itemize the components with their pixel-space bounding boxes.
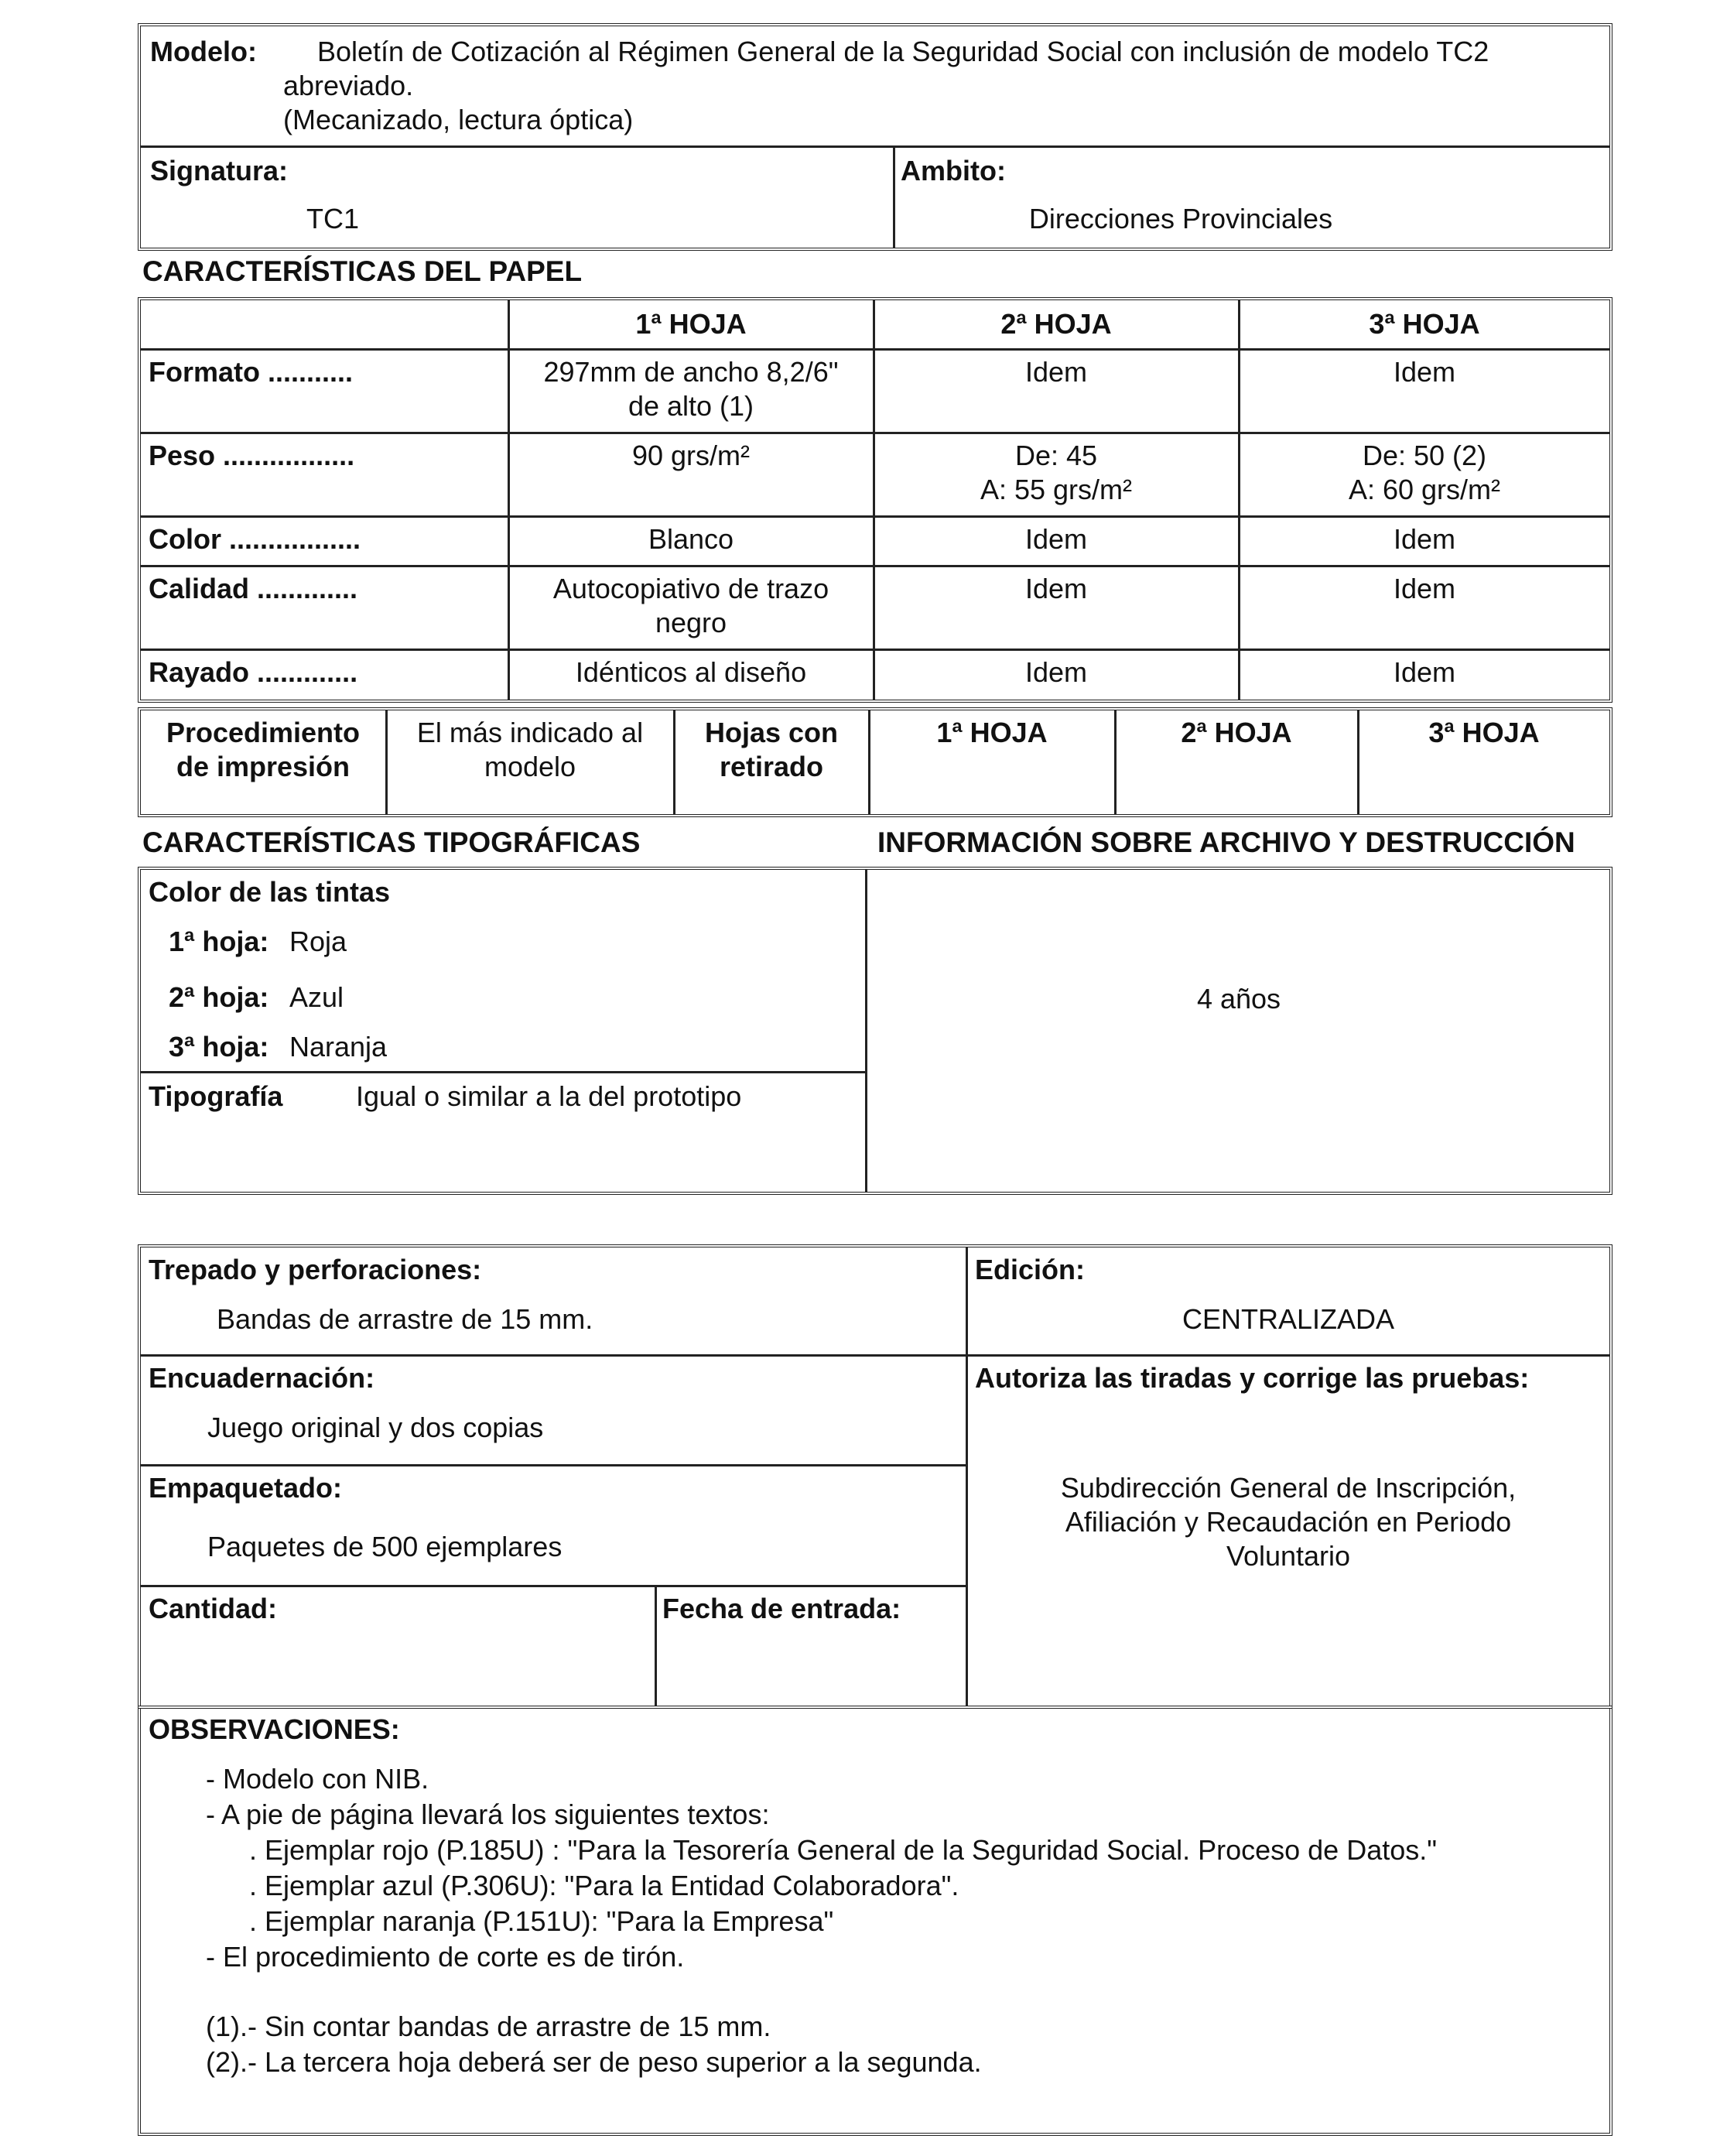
row-calidad-hoja2: Idem [1024, 573, 1088, 604]
trepado-value: Bandas de arrastre de 15 mm. [217, 1303, 593, 1335]
modelo-line-1: Boletín de Cotización al Régimen General de la Seguridad Social con inclusión de modelo TC2 [317, 36, 1489, 67]
row-formato-hoja2: Idem [1024, 356, 1088, 388]
row-calidad-hoja1-b: negro [655, 607, 727, 638]
row-rayado-hoja2: Idem [1024, 656, 1088, 688]
encuadernacion-value: Juego original y dos copias [207, 1412, 544, 1443]
edicion-label: Edición: [975, 1254, 1085, 1285]
papel-section-title: CARACTERÍSTICAS DEL PAPEL [142, 255, 583, 287]
row-calidad-hoja3: Idem [1393, 573, 1456, 604]
row-color-hoja2: Idem [1024, 523, 1088, 555]
autoriza-line-1: Subdirección General de Inscripción, [1060, 1472, 1517, 1504]
encuadernacion-label: Encuadernación: [149, 1362, 375, 1394]
archivo-value: 4 años [1196, 983, 1281, 1015]
observaciones-label: OBSERVACIONES: [149, 1713, 400, 1745]
row-calidad-label: Calidad ............. [149, 573, 358, 604]
row-color-label: Color ................. [149, 523, 361, 555]
obs-line-6: - El procedimiento de corte es de tirón. [206, 1941, 685, 1973]
row-peso-hoja2-b: A: 55 grs/m² [980, 474, 1133, 505]
edicion-value: CENTRALIZADA [1182, 1303, 1395, 1335]
hoja1-ink-value: Roja [289, 926, 347, 957]
empaquetado-label: Empaquetado: [149, 1472, 343, 1504]
archivo-section-title: INFORMACIÓN SOBRE ARCHIVO Y DESTRUCCIÓN [877, 826, 1575, 858]
obs-line-7: (1).- Sin contar bandas de arrastre de 15 mm. [206, 2011, 771, 2042]
papel-col-header-1: 1ª HOJA [635, 308, 747, 340]
row-color-hoja1: Blanco [648, 523, 734, 555]
proc-value-1: El más indicado al [416, 717, 644, 748]
tipografia-archivo-divider [865, 870, 867, 1192]
row-rayado-hoja3: Idem [1393, 656, 1456, 688]
hoja3-ink-value: Naranja [289, 1031, 388, 1063]
hoja2-ink-value: Azul [289, 981, 344, 1013]
modelo-line-2: abreviado. [283, 70, 414, 101]
row-peso-hoja1: 90 grs/m² [631, 440, 751, 471]
fecha-entrada-label: Fecha de entrada: [662, 1593, 901, 1624]
proc-label-1: Procedimiento [166, 717, 361, 748]
empaquetado-divider [141, 1585, 966, 1587]
proc-col-hoja3: 3ª HOJA [1428, 717, 1540, 748]
proc-col-hoja1: 1ª HOJA [936, 717, 1048, 748]
row-rayado-label: Rayado ............. [149, 656, 358, 688]
obs-line-4: . Ejemplar azul (P.306U): "Para la Entidad Colaboradora". [249, 1870, 959, 1901]
proc-label-2: de impresión [176, 751, 351, 782]
hoja3-ink-label: 3ª hoja: [169, 1031, 269, 1063]
tipografia-section-title: CARACTERÍSTICAS TIPOGRÁFICAS [142, 826, 641, 858]
row-formato-hoja1-b: de alto (1) [628, 390, 754, 422]
hoja1-ink-label: 1ª hoja: [169, 926, 269, 957]
papel-row-line-1 [141, 348, 1609, 351]
autoriza-line-3: Voluntario [1226, 1540, 1351, 1572]
papel-row-line-3 [141, 515, 1609, 518]
modelo-label: Modelo: [150, 36, 257, 67]
papel-col-header-3: 3ª HOJA [1369, 308, 1480, 340]
trepado-label: Trepado y perforaciones: [149, 1254, 482, 1285]
row-formato-label: Formato ........... [149, 356, 354, 388]
row-formato-hoja3: Idem [1393, 356, 1456, 388]
hojas-label-2: retirado [719, 751, 824, 782]
row-calidad-hoja1-a: Autocopiativo de trazo [552, 573, 829, 604]
empaquetado-value: Paquetes de 500 ejemplares [207, 1531, 563, 1562]
cantidad-label: Cantidad: [149, 1593, 277, 1624]
row-peso-label: Peso ................. [149, 440, 355, 471]
papel-row-line-2 [141, 432, 1609, 434]
encuadernacion-divider [141, 1464, 966, 1466]
papel-col-header-2: 2ª HOJA [1000, 308, 1112, 340]
ambito-value: Direcciones Provinciales [1028, 203, 1333, 234]
row-color-hoja3: Idem [1393, 523, 1456, 555]
obs-line-8: (2).- La tercera hoja deberá ser de peso superior a la segunda. [206, 2046, 982, 2078]
ambito-label: Ambito: [901, 155, 1006, 187]
row-formato-hoja1-a: 297mm de ancho 8,2/6" [543, 356, 839, 388]
autoriza-label: Autoriza las tiradas y corrige las pruebas: [975, 1362, 1530, 1394]
obs-line-5: . Ejemplar naranja (P.151U): "Para la Empresa" [249, 1905, 834, 1937]
autoriza-line-2: Afiliación y Recaudación en Periodo [1065, 1506, 1512, 1538]
hoja2-ink-label: 2ª hoja: [169, 981, 269, 1013]
papel-row-line-4 [141, 565, 1609, 567]
modelo-line-3: (Mecanizado, lectura óptica) [283, 104, 634, 135]
trepado-divider [141, 1354, 1609, 1357]
hojas-label-1: Hojas con [704, 717, 839, 748]
row-peso-hoja2-a: De: 45 [1014, 440, 1098, 471]
modelo-divider [141, 145, 1609, 148]
color-tintas-label: Color de las tintas [149, 876, 391, 908]
proc-value-2: modelo [484, 751, 576, 782]
cantidad-fecha-divider [655, 1586, 657, 1706]
row-peso-hoja3-b: A: 60 grs/m² [1348, 474, 1501, 505]
proc-col-hoja2: 2ª HOJA [1181, 717, 1292, 748]
signatura-label: Signatura: [150, 155, 289, 187]
row-rayado-hoja1: Idénticos al diseño [575, 656, 807, 688]
obs-line-2: - A pie de página llevará los siguientes textos: [206, 1798, 770, 1830]
row-peso-hoja3-a: De: 50 (2) [1362, 440, 1487, 471]
signatura-value: TC1 [306, 203, 360, 234]
papel-row-line-5 [141, 649, 1609, 651]
obs-line-3: . Ejemplar rojo (P.185U) : "Para la Tesorería General de la Seguridad Social. Proceso de Datos." [249, 1834, 1438, 1866]
tipografia-label: Tipografía [149, 1080, 283, 1112]
tipografia-value: Igual o similar a la del prototipo [356, 1080, 742, 1112]
obs-line-1: - Modelo con NIB. [206, 1763, 429, 1795]
tipografia-divider [141, 1071, 865, 1073]
